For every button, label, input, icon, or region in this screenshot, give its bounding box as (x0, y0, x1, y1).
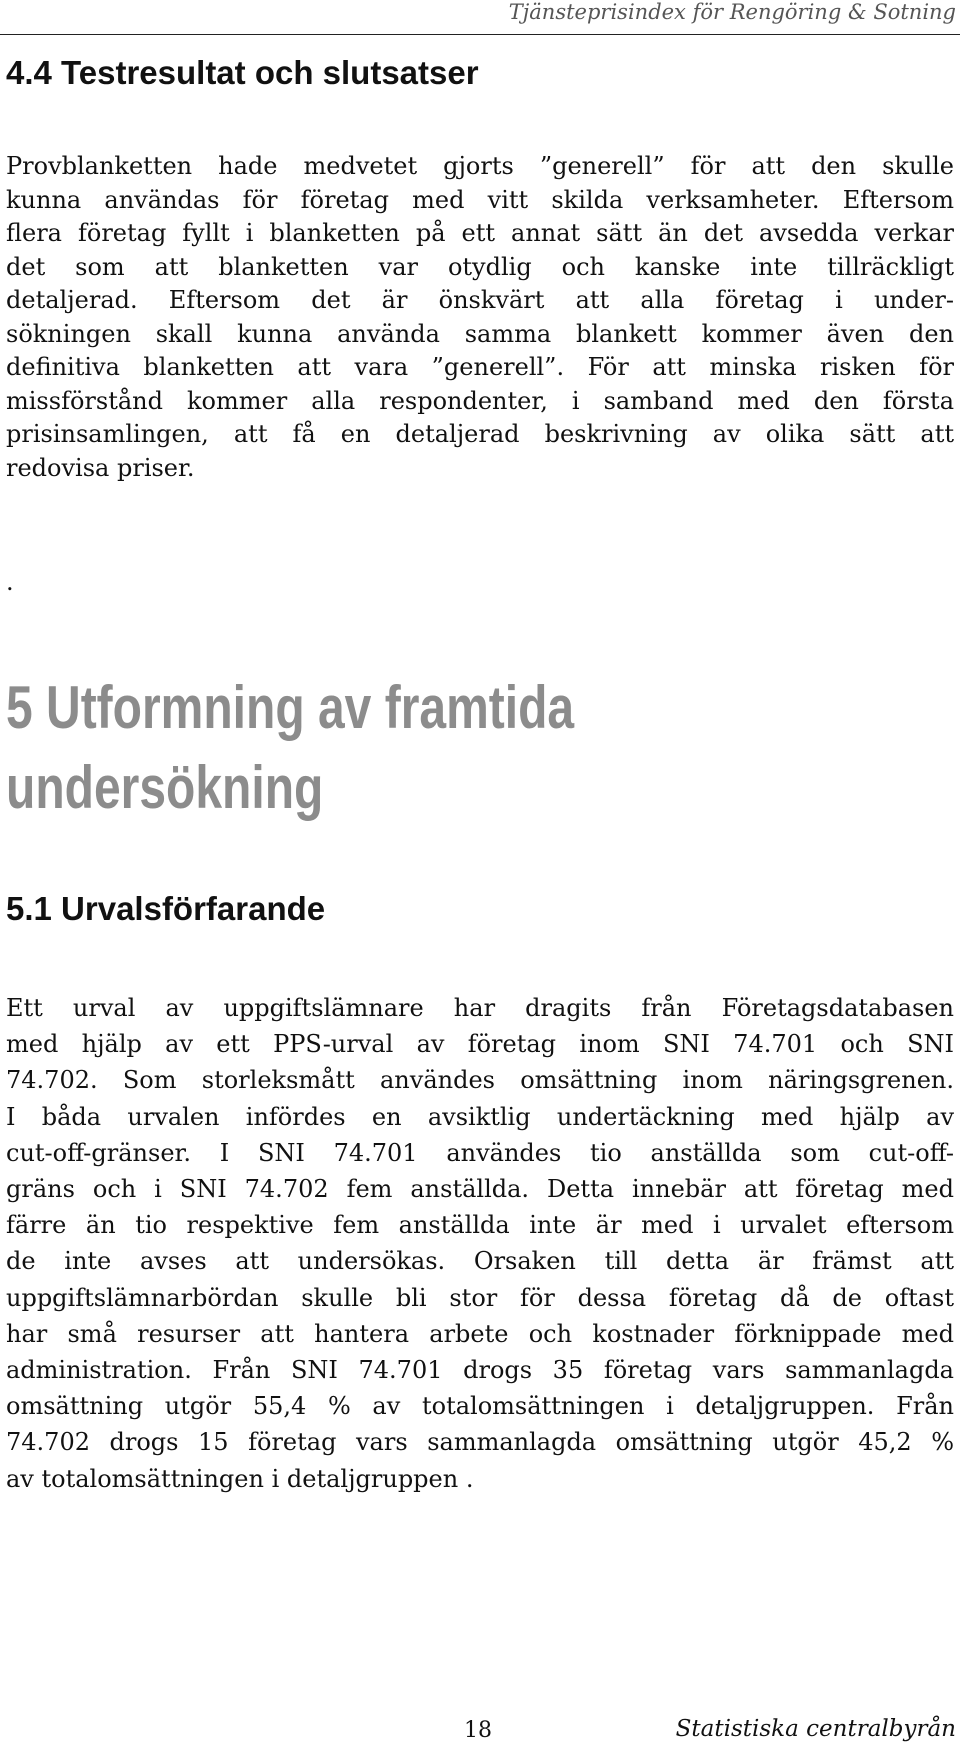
paragraph-line: de inte avses att undersökas. Orsaken till detta är främst att (6, 1247, 954, 1276)
page-number: 18 (464, 1718, 492, 1743)
paragraph-line: definitiva blanketten att vara ”generell”. För att minska risken för (6, 353, 954, 381)
paragraph-line: gräns och i SNI 74.702 fem anställda. Detta innebär att företag med (6, 1175, 954, 1204)
paragraph-line: omsättning utgör 55,4 % av totalomsättningen i detaljgruppen. Från (6, 1392, 954, 1421)
paragraph-line: flera företag fyllt i blanketten på ett annat sätt än det avsedda verkar (6, 219, 954, 247)
paragraph-line: 74.702 drogs 15 företag vars sammanlagda omsättning utgör 45,2 % (6, 1428, 954, 1457)
paragraph-line: administration. Från SNI 74.701 drogs 35 företag vars sammanlagda (6, 1356, 954, 1385)
chapter-5-heading: 5 Utformning av framtida undersökning (6, 674, 575, 821)
paragraph-line: Ett urval av uppgiftslämnare har dragits från Företagsdatabasen (6, 994, 954, 1022)
section-5-1-heading: 5.1 Urvalsförfarande (6, 890, 326, 927)
paragraph-line: cut-off-gränser. I SNI 74.701 användes tio anställda som cut-off- (6, 1138, 954, 1167)
paragraph-line: sökningen skall kunna använda samma blankett kommer även den (6, 319, 954, 348)
paragraph-line: detaljerad. Eftersom det är önskvärt att alla företag i under- (6, 286, 954, 314)
paragraph-line: Provblanketten hade medvetet gjorts ”generell” för att den skulle (6, 152, 954, 180)
paragraph-line: med hjälp av ett PPS-urval av företag inom SNI 74.701 och SNI (6, 1030, 954, 1059)
paragraph-line: kunna användas för företag med vitt skilda verksamheter. Eftersom (6, 185, 954, 214)
stray-period: . (6, 568, 14, 596)
section-5-1-paragraph (6, 990, 954, 1497)
footer-organization: Statistiska centralbyrån (675, 1716, 956, 1742)
paragraph-line: av totalomsättningen i detaljgruppen . (6, 1464, 474, 1493)
paragraph-line: prisinsamlingen, att få en detaljerad beskrivning av olika sätt att (6, 420, 954, 448)
header-divider (0, 34, 960, 35)
running-header-title: Tjänsteprisindex för Rengöring & Sotning (508, 0, 956, 24)
paragraph-line: färre än tio respektive fem anställda inte är med i urvalet eftersom (6, 1211, 954, 1240)
paragraph-line: 74.702. Som storleksmått användes omsättning inom näringsgrenen. (6, 1066, 954, 1095)
paragraph-line: det som att blanketten var otydlig och kanske inte tillräckligt (6, 252, 954, 281)
paragraph-line: I båda urvalen infördes en avsiktlig undertäckning med hjälp av (6, 1102, 954, 1131)
paragraph-line: uppgiftslämnarbördan skulle bli stor för dessa företag då de oftast (6, 1283, 954, 1312)
section-4-4-heading: 4.4 Testresultat och slutsatser (6, 54, 479, 91)
paragraph-line: missförstånd kommer alla respondenter, i samband med den första (6, 386, 954, 415)
paragraph-line: har små resurser att hantera arbete och kostnader förknippade med (6, 1319, 954, 1348)
section-4-4-paragraph (6, 150, 954, 485)
paragraph-line: redovisa priser. (6, 453, 195, 482)
